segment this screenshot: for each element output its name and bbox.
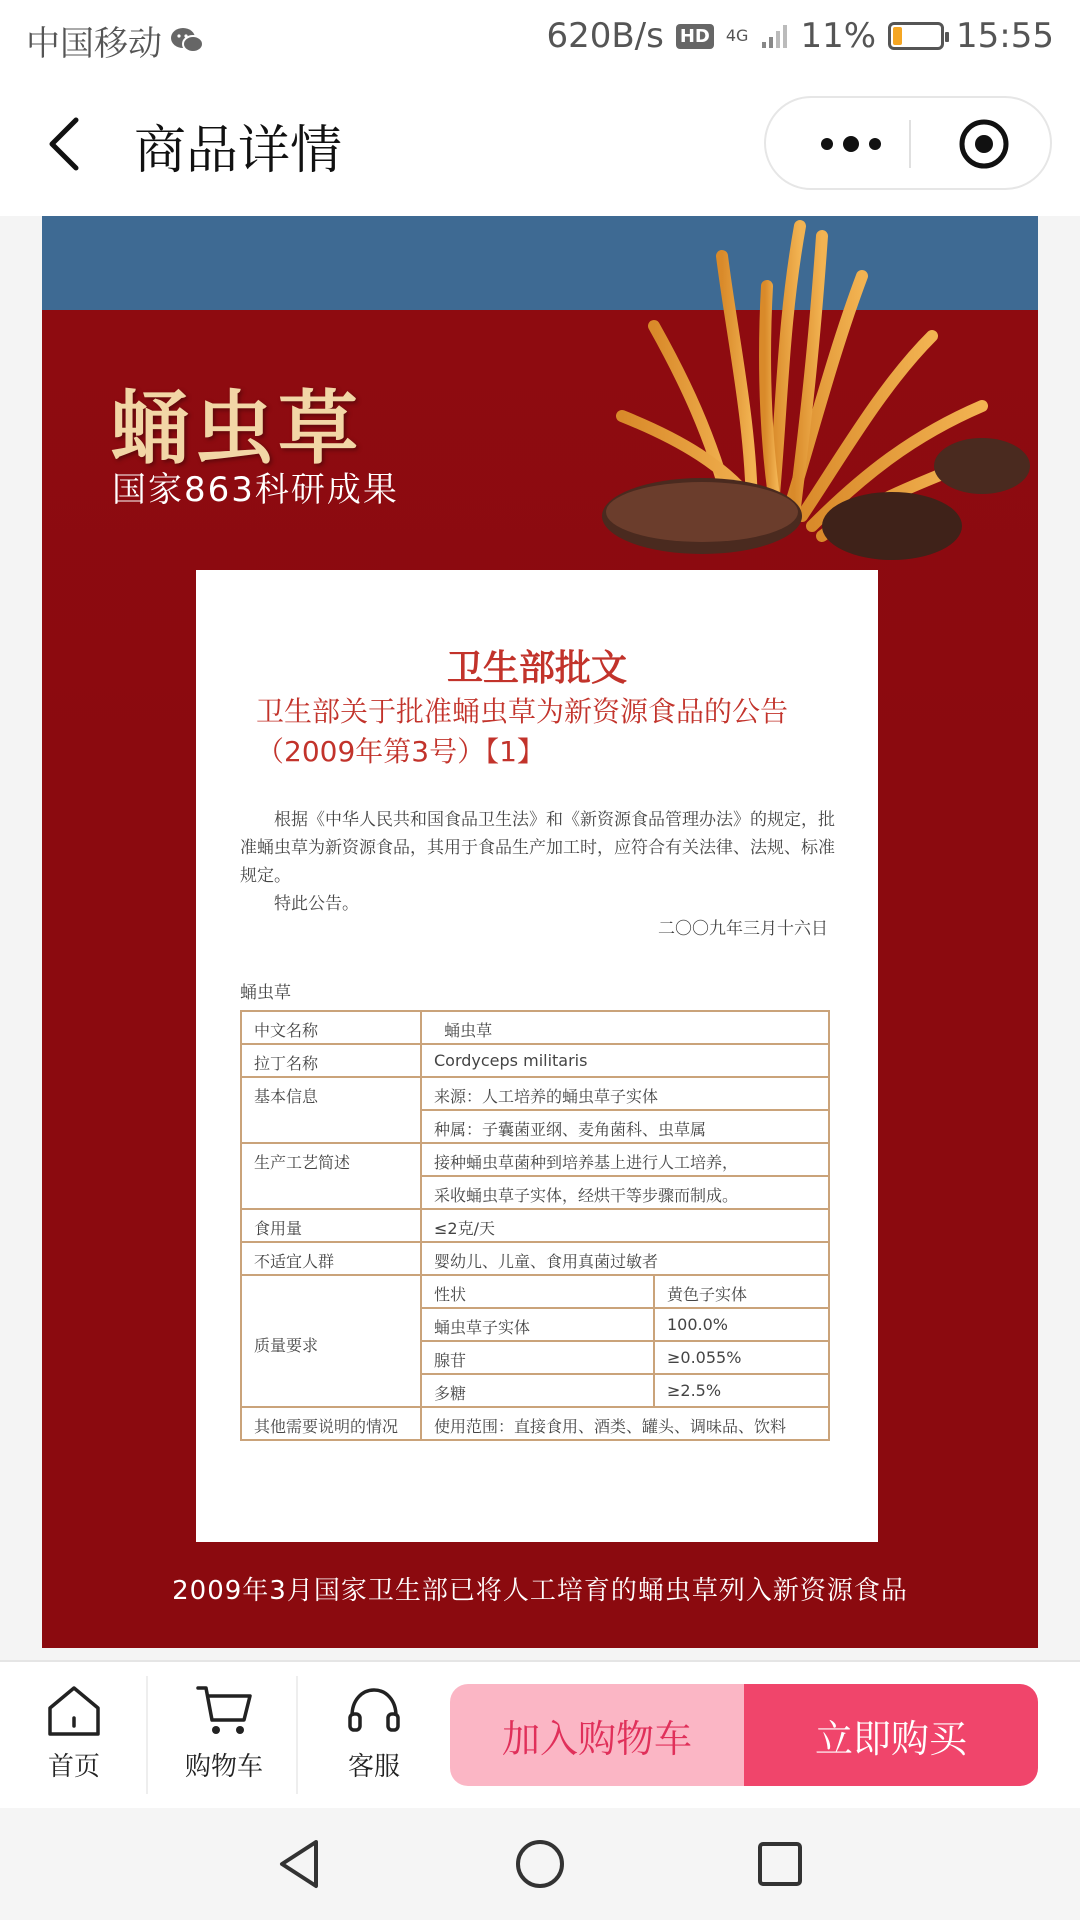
product-poster <box>42 216 1038 1648</box>
carrier-label: 中国移动 <box>26 24 162 64</box>
clock: 15:55 <box>956 16 1054 56</box>
document-date: 二〇〇九年三月十六日 <box>658 919 828 939</box>
table-row <box>241 1275 829 1308</box>
table-cell: 生产工艺简述 <box>241 1143 421 1209</box>
poster-footer-text: 2009年3月国家卫生部已将人工培育的蛹虫草列入新资源食品 <box>172 1576 908 1606</box>
table-cell: 食用量 <box>241 1209 421 1242</box>
table-cell: 接种蛹虫草菌种到培养基上进行人工培养， <box>421 1143 829 1176</box>
signal-icon <box>760 22 788 50</box>
document-paragraph: 根据《中华人民共和国食品卫生法》和《新资源食品管理办法》的规定，批准蛹虫草为新资源食品，其用于食品生产加工时，应符合有关法律、法规、标准规定。 <box>240 810 835 886</box>
customer-service-button[interactable] <box>314 1680 434 1792</box>
action-divider <box>146 1676 148 1794</box>
service-label: 客服 <box>347 1752 400 1782</box>
table-row <box>241 1242 829 1275</box>
table-cell: ≥0.055% <box>654 1341 829 1374</box>
buy-now-button[interactable]: 立即购买 <box>744 1684 1038 1786</box>
net-speed: 620B/s <box>546 16 664 56</box>
table-cell-value: 蛹虫草 <box>444 1021 493 1040</box>
add-to-cart-button[interactable]: 加入购物车 <box>450 1684 744 1786</box>
table-cell: 黄色子实体 <box>654 1275 829 1308</box>
table-row <box>241 1209 829 1242</box>
page-title: 商品详情 <box>134 121 343 181</box>
table-cell: 基本信息 <box>241 1077 421 1143</box>
wechat-icon <box>170 26 204 56</box>
table-row <box>241 1077 829 1110</box>
close-miniapp-icon[interactable] <box>956 116 1012 172</box>
table-row <box>241 1407 829 1440</box>
home-icon <box>44 1680 104 1740</box>
headset-icon <box>344 1680 404 1740</box>
table-caption: 蛹虫草 <box>240 983 291 1003</box>
table-row <box>241 1143 829 1176</box>
battery-percent: 11% <box>800 16 877 56</box>
status-right <box>546 16 1054 56</box>
approval-document <box>196 570 878 1542</box>
cart-label: 购物车 <box>184 1752 263 1782</box>
document-subtitle: 卫生部关于批准蛹虫草为新资源食品的公告（2009年第3号）【1】 <box>256 695 789 768</box>
home-label: 首页 <box>47 1752 100 1782</box>
battery-icon <box>888 22 944 50</box>
table-cell: 性状 <box>421 1275 654 1308</box>
home-circle-icon[interactable] <box>512 1836 568 1892</box>
table-cell: 质量要求 <box>241 1275 421 1407</box>
cart-button[interactable] <box>164 1680 284 1792</box>
table-cell: 不适宜人群 <box>241 1242 421 1275</box>
hd-badge: HD <box>676 24 714 49</box>
table-cell: 中文名称 <box>241 1011 421 1044</box>
table-cell: 多糖 <box>421 1374 654 1407</box>
document-notice: 特此公告。 <box>274 894 359 914</box>
table-cell: 其他需要说明的情况 <box>241 1407 421 1440</box>
bottom-action-bar <box>0 1660 1080 1808</box>
action-divider <box>296 1676 298 1794</box>
brand-subtitle: 国家863科研成果 <box>112 470 399 510</box>
table-cell: 100.0% <box>654 1308 829 1341</box>
network-type: 4G <box>725 26 749 45</box>
table-cell: 腺苷 <box>421 1341 654 1374</box>
table-row <box>241 1044 829 1077</box>
table-cell: 使用范围：直接食用、酒类、罐头、调味品、饮料 <box>421 1407 829 1440</box>
miniapp-capsule <box>764 96 1052 190</box>
system-nav-bar <box>0 1808 1080 1920</box>
document-body <box>240 806 840 918</box>
status-left <box>26 16 204 65</box>
back-arrow-icon[interactable] <box>36 112 96 176</box>
table-cell: 蛹虫草子实体 <box>421 1308 654 1341</box>
table-row <box>241 1011 829 1044</box>
home-button[interactable] <box>14 1680 134 1792</box>
status-bar <box>0 0 1080 72</box>
cart-icon <box>194 1680 254 1740</box>
table-cell: 种属：子囊菌亚纲、麦角菌科、虫草属 <box>421 1110 829 1143</box>
table-cell: 拉丁名称 <box>241 1044 421 1077</box>
product-detail-content[interactable] <box>0 216 1080 1660</box>
table-cell: ≤2克/天 <box>421 1209 829 1242</box>
table-cell: 采收蛹虫草子实体，经烘干等步骤而制成。 <box>421 1176 829 1209</box>
brand-title: 蛹虫草 <box>110 381 362 475</box>
back-triangle-icon[interactable] <box>272 1836 328 1892</box>
table-cell <box>421 1011 829 1044</box>
spec-table <box>240 1010 830 1441</box>
table-cell: 来源：人工培养的蛹虫草子实体 <box>421 1077 829 1110</box>
table-cell: 婴幼儿、儿童、食用真菌过敏者 <box>421 1242 829 1275</box>
more-menu-icon[interactable] <box>806 118 896 170</box>
document-title: 卫生部批文 <box>446 648 627 689</box>
recents-square-icon[interactable] <box>752 1836 808 1892</box>
table-cell: ≥2.5% <box>654 1374 829 1407</box>
capsule-divider <box>909 120 911 168</box>
table-cell: Cordyceps militaris <box>421 1044 829 1077</box>
nav-bar <box>0 72 1080 216</box>
